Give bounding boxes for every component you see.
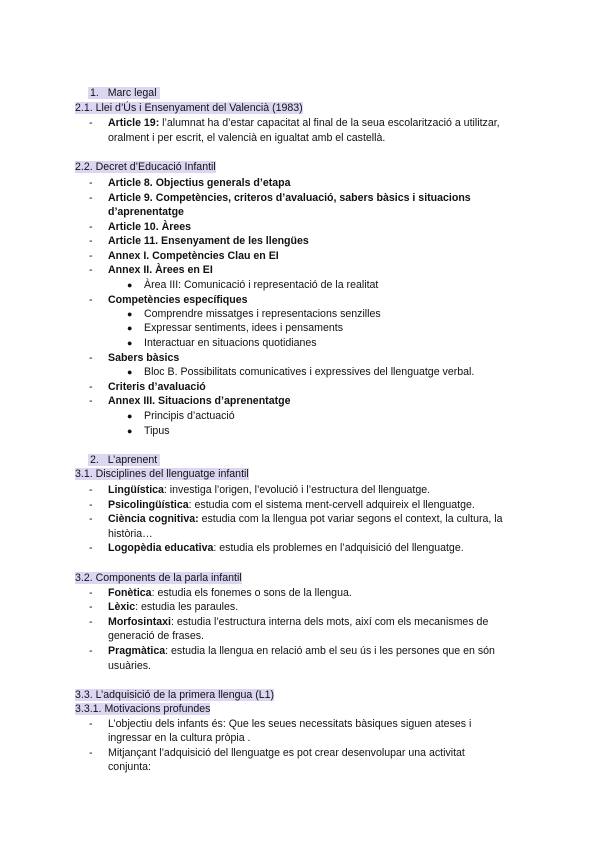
article-9-cont	[108, 205, 184, 220]
annex-3-text: Annex III. Situacions d’aprenentatge	[108, 395, 291, 407]
subsection-title: 3.3.1. Motivacions profundes	[75, 703, 211, 715]
dash-bullet: -	[89, 499, 93, 511]
component-fonetica	[108, 586, 352, 601]
competencies-especifiques	[108, 293, 248, 308]
dot-bullet-icon: ●	[127, 338, 133, 348]
article-9-text-cont: d’aprenentatge	[108, 206, 184, 218]
article-10-text: Article 10. Àrees	[108, 221, 192, 233]
dash-bullet: -	[89, 294, 93, 306]
dash-bullet: -	[89, 513, 93, 525]
dash-bullet: -	[89, 235, 93, 247]
subsection-title: 2.1. Llei d’Ús i Ensenyament del Valencià (1983)	[75, 102, 303, 114]
competencia-item: Interactuar en situacions quotidianes	[144, 337, 317, 349]
competencia-item: Expressar sentiments, idees i pensaments	[144, 322, 344, 334]
dash-bullet: -	[89, 192, 93, 204]
bloc-b: Bloc B. Possibilitats comunicatives i expressives del llenguatge verbal.	[144, 366, 475, 378]
section-number: 1.	[90, 87, 99, 99]
dash-bullet: -	[89, 601, 93, 613]
subsection-title: 3.2. Components de la parla infantil	[75, 572, 242, 584]
dash-bullet: -	[89, 221, 93, 233]
subsection-heading-decret	[75, 160, 216, 175]
article-19-text: l’alumnat ha d’estar capacitat al final de la seua escolarització a utilitzar,	[159, 117, 500, 129]
component-pragmatica	[108, 644, 495, 659]
section-heading-marc-legal	[88, 86, 160, 101]
definition: : estudia els problemes en l’adquisició del llenguatge.	[213, 542, 464, 554]
dot-bullet-icon: ●	[127, 411, 133, 421]
section-title: L’aprenent	[107, 454, 158, 466]
dash-bullet: -	[89, 381, 93, 393]
component-lexic	[108, 600, 238, 615]
motivacio-1-cont: ingressar en la cultura pròpia .	[108, 732, 251, 744]
dash-bullet: -	[89, 718, 93, 730]
article-8-text: Article 8. Objectius generals d’etapa	[108, 177, 291, 189]
dash-bullet: -	[89, 616, 93, 628]
dash-bullet: -	[89, 484, 93, 496]
subsection-heading-llei	[75, 101, 303, 116]
sabers-basics	[108, 351, 179, 366]
component-morfosintaxi	[108, 615, 488, 630]
subsection-heading-components	[75, 571, 242, 586]
dash-bullet: -	[89, 747, 93, 759]
definition: : estudia l’estructura interna dels mots, així com els mecanismes de	[170, 616, 489, 628]
definition-cont: generació de frases.	[108, 630, 204, 642]
subsection-heading-disciplines	[75, 467, 249, 482]
section-number: 2.	[90, 454, 99, 466]
tipus: Tipus	[144, 425, 170, 437]
motivacio-2: Mitjançant l’adquisició del llenguatge es pot crear desenvolupar una activitat	[108, 747, 465, 759]
disciplina-logopedia	[108, 541, 464, 556]
competencia-item: Comprendre missatges i representacions senzilles	[144, 308, 381, 320]
dash-bullet: -	[89, 395, 93, 407]
subsection-title: 2.2. Decret d’Educació Infantil	[75, 161, 216, 173]
term: Ciència cognitiva:	[108, 513, 199, 525]
definition: : estudia els fonemes o sons de la llengua.	[151, 587, 352, 599]
dash-bullet: -	[89, 587, 93, 599]
sabers-basics-text: Sabers bàsics	[108, 352, 180, 364]
definition: : estudia les paraules.	[135, 601, 239, 613]
article-19-line1	[108, 116, 500, 131]
dash-bullet: -	[89, 352, 93, 364]
article-9	[108, 191, 471, 206]
dash-bullet: -	[89, 117, 93, 129]
annex-2-text: Annex II. Àrees en EI	[108, 264, 213, 276]
article-11-text: Article 11. Ensenyament de les llengües	[108, 235, 309, 247]
subsection-title: 3.3. L’adquisició de la primera llengua (L1)	[75, 689, 275, 701]
term: Logopèdia educativa	[108, 542, 214, 554]
term: Psicolingüística	[108, 499, 189, 511]
motivacio-1: L’objectiu dels infants és: Que les seues necessitats bàsiques siguen ateses i	[108, 718, 472, 730]
article-10	[108, 220, 191, 235]
dash-bullet: -	[89, 250, 93, 262]
definition: : investiga l’origen, l’evolució i l’estructura del llenguatge.	[163, 484, 431, 496]
subsection-heading-adquisicio	[75, 688, 274, 703]
dash-bullet: -	[89, 645, 93, 657]
annex-2	[108, 263, 213, 278]
disciplina-ciencia-cognitiva	[108, 512, 503, 527]
motivacio-2-cont: conjunta:	[108, 761, 151, 773]
criteris-avaluacio	[108, 380, 206, 395]
dash-bullet: -	[89, 264, 93, 276]
dash-bullet: -	[89, 177, 93, 189]
dot-bullet-icon: ●	[127, 426, 133, 436]
principis-actuacio: Principis d’actuació	[144, 410, 235, 422]
article-11	[108, 234, 309, 249]
dot-bullet-icon: ●	[127, 367, 133, 377]
article-19-label: Article 19:	[108, 117, 160, 129]
dot-bullet-icon: ●	[127, 309, 133, 319]
subsection-heading-motivacions	[75, 702, 210, 717]
annex-1	[108, 249, 279, 264]
definition: : estudia la llengua en relació amb el seu ús i les persones que en són	[165, 645, 495, 657]
term: Pragmàtica	[108, 645, 166, 657]
article-19-line2: oralment i per escrit, el valencià en igualtat amb el castellà.	[108, 132, 386, 144]
disciplina-linguistica	[108, 483, 430, 498]
area-3: Àrea III: Comunicació i representació de la realitat	[144, 279, 379, 291]
annex-3	[108, 394, 290, 409]
definition-cont: usuàries.	[108, 660, 151, 672]
term: Lèxic	[108, 601, 136, 613]
term: Fonètica	[108, 587, 152, 599]
section-title: Marc legal	[107, 87, 157, 99]
term: Morfosintaxi	[108, 616, 171, 628]
article-8	[108, 176, 291, 191]
definition: estudia com la llengua pot variar segons el context, la cultura, la	[198, 513, 503, 525]
annex-1-text: Annex I. Competències Clau en EI	[108, 250, 279, 262]
dot-bullet-icon: ●	[127, 280, 133, 290]
disciplina-psicolinguistica	[108, 498, 475, 513]
definition: : estudia com el sistema ment-cervell adquireix el llenguatge.	[188, 499, 475, 511]
subsection-title: 3.1. Disciplines del llenguatge infantil	[75, 468, 249, 480]
competencies-especifiques-text: Competències específiques	[108, 294, 248, 306]
definition-cont: història…	[108, 528, 153, 540]
dash-bullet: -	[89, 542, 93, 554]
term: Lingüística	[108, 484, 164, 496]
criteris-avaluacio-text: Criteris d’avaluació	[108, 381, 206, 393]
dot-bullet-icon: ●	[127, 323, 133, 333]
section-heading-aprenent	[88, 453, 160, 468]
article-9-text: Article 9. Competències, criteros d’avaluació, sabers bàsics i situacions	[108, 192, 471, 204]
